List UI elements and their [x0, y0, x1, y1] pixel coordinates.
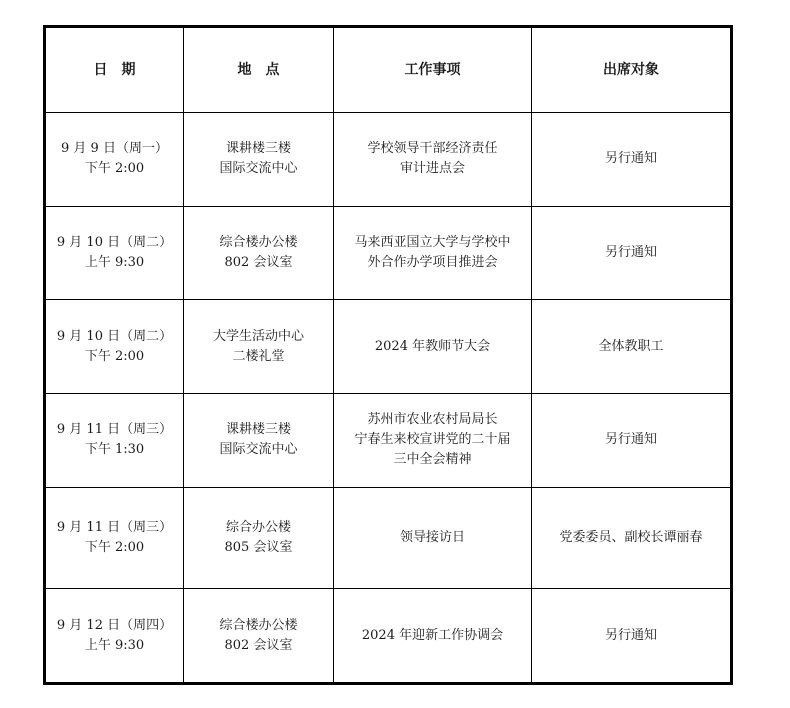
- date-cell: [45, 487, 184, 589]
- date-cell: [45, 113, 184, 207]
- date-time: 上午 9:30: [84, 254, 145, 270]
- place-building: 课耕楼三楼: [225, 422, 291, 438]
- matter-cell: [334, 113, 532, 207]
- matter-cell: [334, 393, 532, 487]
- attendees-text: 另行通知: [604, 151, 657, 167]
- header-matter: [334, 27, 532, 113]
- date-cell: [45, 393, 184, 487]
- place-building: 课耕楼三楼: [225, 141, 291, 157]
- date-cell: [45, 206, 184, 300]
- attendees-cell: [532, 487, 732, 589]
- matter-line: 领导接访日: [399, 529, 465, 545]
- matter-cell: [334, 487, 532, 589]
- table-header: [45, 27, 732, 113]
- matter-line: 2024 年教师节大会: [374, 338, 491, 354]
- date-time: 下午 2:00: [84, 161, 145, 177]
- table-row: [45, 300, 732, 394]
- header-matter-label: 工作事项: [404, 62, 461, 78]
- header-place-label: 地 点: [237, 62, 280, 78]
- date-day: 9 月 10 日（周二）: [56, 234, 173, 250]
- date-day: 9 月 10 日（周二）: [56, 328, 173, 344]
- place-cell: [184, 300, 334, 394]
- attendees-text: 党委委员、副校长谭丽春: [559, 529, 703, 545]
- table-row: [45, 487, 732, 589]
- header-row: [45, 27, 732, 113]
- place-room: 二楼礼堂: [232, 348, 285, 364]
- matter-cell: [334, 206, 532, 300]
- attendees-cell: [532, 589, 732, 684]
- attendees-cell: [532, 206, 732, 300]
- date-time: 下午 2:00: [84, 348, 145, 364]
- matter-cell: [334, 300, 532, 394]
- matter-cell: [334, 589, 532, 684]
- header-date-label: 日 期: [93, 62, 136, 78]
- date-time: 下午 1:30: [84, 442, 145, 458]
- date-day: 9 月 11 日（周三）: [56, 422, 173, 438]
- date-day: 9 月 12 日（周四）: [56, 617, 173, 633]
- attendees-cell: [532, 113, 732, 207]
- table-row: [45, 589, 732, 684]
- date-cell: [45, 589, 184, 684]
- header-place: [184, 27, 334, 113]
- place-room: 802 会议室: [224, 254, 293, 270]
- header-attendees: [532, 27, 732, 113]
- place-room: 国际交流中心: [219, 442, 298, 458]
- matter-line: 2024 年迎新工作协调会: [361, 627, 504, 643]
- attendees-text: 另行通知: [604, 244, 657, 260]
- place-cell: [184, 113, 334, 207]
- attendees-text: 另行通知: [604, 432, 657, 448]
- place-room: 802 会议室: [224, 637, 293, 653]
- matter-line: 马来西亚国立大学与学校中: [354, 234, 511, 250]
- schedule-table: [43, 25, 733, 685]
- matter-line: 三中全会精神: [393, 452, 472, 468]
- place-building: 大学生活动中心: [212, 328, 304, 344]
- place-building: 综合楼办公楼: [219, 234, 298, 250]
- date-day: 9 月 9 日（周一）: [61, 141, 168, 157]
- header-attendees-label: 出席对象: [603, 62, 659, 78]
- table-row: [45, 393, 732, 487]
- place-cell: [184, 206, 334, 300]
- table-row: [45, 113, 732, 207]
- header-date: [45, 27, 184, 113]
- table-row: [45, 206, 732, 300]
- place-room: 国际交流中心: [219, 161, 298, 177]
- matter-line: 苏州市农业农村局局长: [367, 412, 498, 428]
- matter-line: 外合作办学项目推进会: [367, 254, 498, 270]
- date-cell: [45, 300, 184, 394]
- date-time: 下午 2:00: [84, 539, 145, 555]
- attendees-text: 全体教职工: [598, 338, 664, 354]
- table-body: [45, 113, 732, 684]
- attendees-cell: [532, 300, 732, 394]
- matter-line: 审计进点会: [399, 161, 465, 177]
- attendees-text: 另行通知: [604, 627, 657, 643]
- place-cell: [184, 487, 334, 589]
- attendees-cell: [532, 393, 732, 487]
- place-cell: [184, 589, 334, 684]
- place-cell: [184, 393, 334, 487]
- place-building: 综合办公楼: [225, 519, 291, 535]
- date-time: 上午 9:30: [84, 637, 145, 653]
- matter-line: 宁春生来校宣讲党的二十届: [354, 432, 511, 448]
- place-building: 综合楼办公楼: [219, 617, 298, 633]
- matter-line: 学校领导干部经济责任: [367, 141, 498, 157]
- place-room: 805 会议室: [224, 539, 293, 555]
- date-day: 9 月 11 日（周三）: [56, 519, 173, 535]
